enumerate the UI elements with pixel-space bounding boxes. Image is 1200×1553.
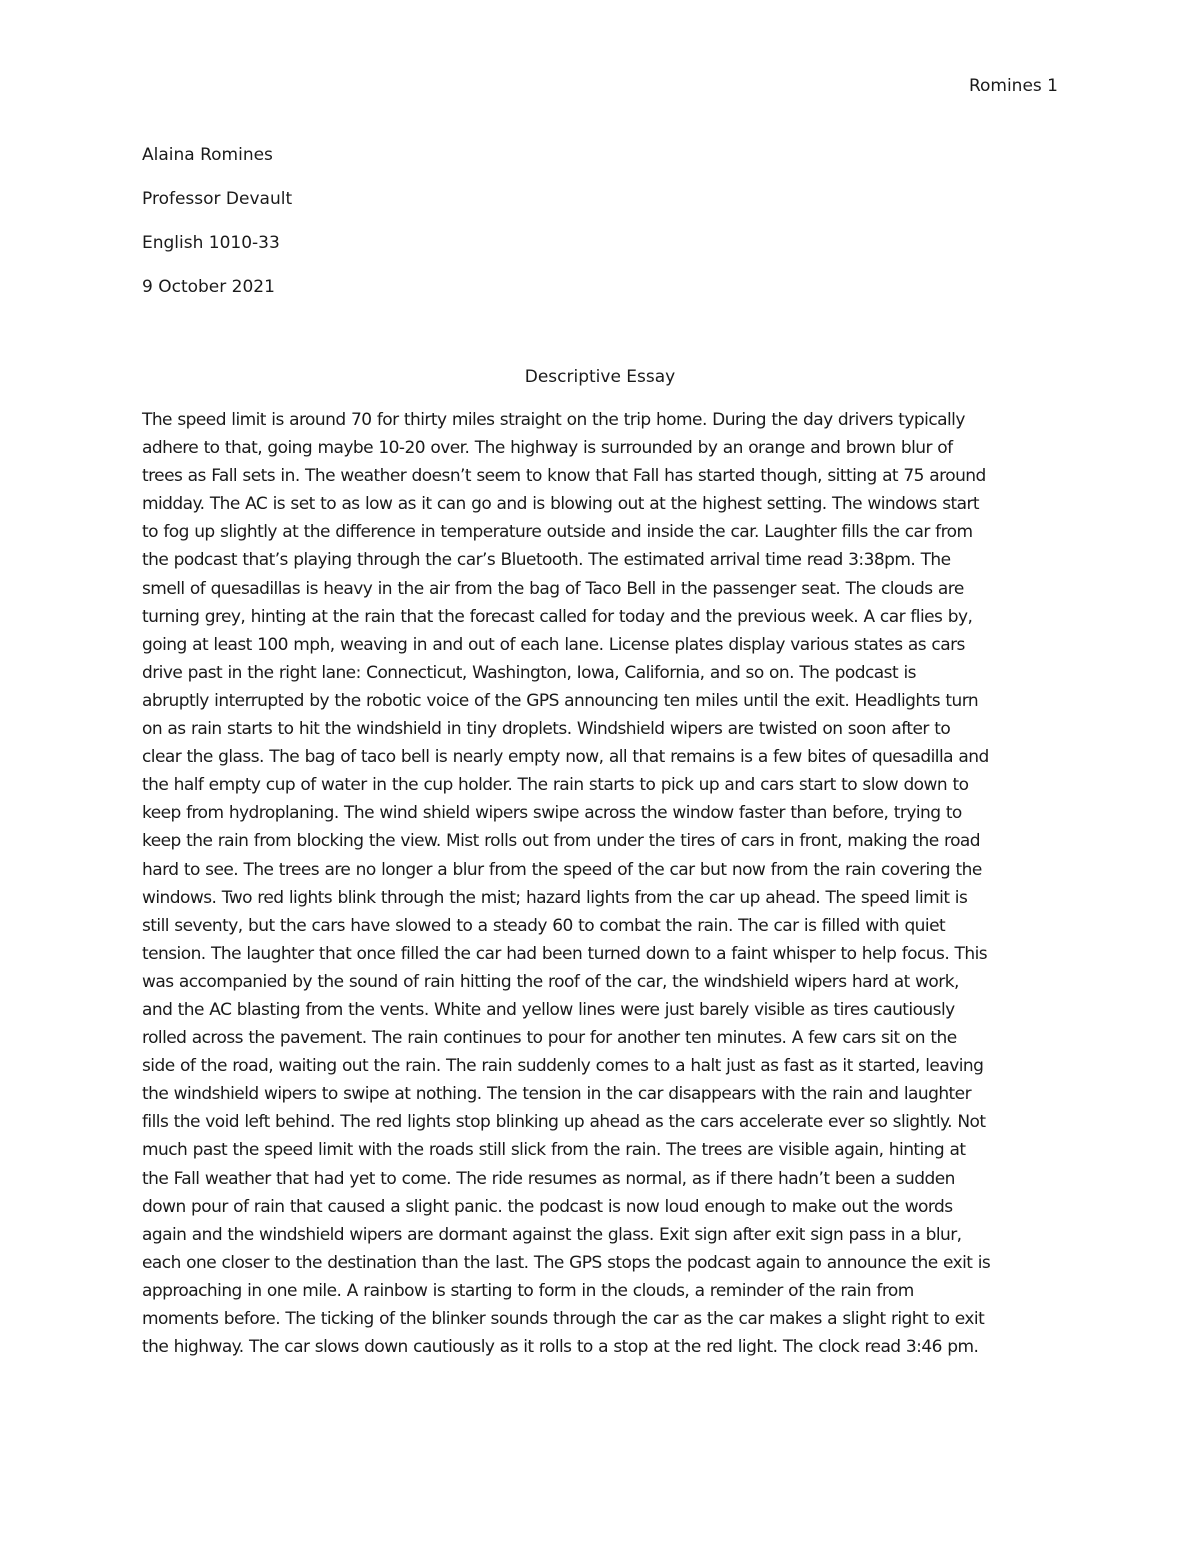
essay-line: midday. The AC is set to as low as it can go and is blowing out at the highest setting. The windows start	[142, 494, 980, 515]
author-name: Alaina Romines	[142, 145, 273, 165]
essay-line: the podcast that’s playing through the car’s Bluetooth. The estimated arrival time read 3:38pm. The	[142, 550, 951, 571]
course-name: English 1010-33	[142, 233, 280, 253]
essay-line: keep the rain from blocking the view. Mist rolls out from under the tires of cars in front, making the road	[142, 831, 981, 852]
essay-line: smell of quesadillas is heavy in the air from the bag of Taco Bell in the passenger seat. The clouds are	[142, 578, 964, 599]
essay-line: still seventy, but the cars have slowed to a steady 60 to combat the rain. The car is filled with quiet	[142, 915, 946, 936]
essay-line: to fog up slightly at the difference in temperature outside and inside the car. Laughter fills the car from	[142, 522, 973, 543]
essay-line: drive past in the right lane: Connecticut, Washington, Iowa, California, and so on. The podcast is	[142, 662, 916, 683]
essay-line: tension. The laughter that once filled the car had been turned down to a faint whisper to help focus. This	[142, 943, 988, 964]
essay-line: abruptly interrupted by the robotic voice of the GPS announcing ten miles until the exit. Headlights turn	[142, 690, 979, 711]
essay-line: approaching in one mile. A rainbow is starting to form in the clouds, a reminder of the rain from	[142, 1280, 914, 1301]
essay-line: The speed limit is around 70 for thirty miles straight on the trip home. During the day drivers typically	[142, 410, 965, 430]
instructor-name: Professor Devault	[142, 189, 293, 209]
essay-line: much past the speed limit with the roads still slick from the rain. The trees are visible again, hinting at	[142, 1140, 966, 1161]
essay-line: and the AC blasting from the vents. White and yellow lines were just barely visible as tires cautiously	[142, 999, 955, 1020]
mla-heading	[142, 143, 292, 319]
essay-line: fills the void left behind. The red lights stop blinking up ahead as the cars accelerate ever so slightly. Not	[142, 1112, 986, 1133]
essay-line: the half empty cup of water in the cup holder. The rain starts to pick up and cars start to slow down to	[142, 775, 969, 796]
essay-title: Descriptive Essay	[524, 367, 676, 387]
essay-line: windows. Two red lights blink through the mist; hazard lights from the car up ahead. The speed limit is	[142, 887, 968, 908]
essay-date: 9 October 2021	[142, 277, 275, 297]
essay-line: clear the glass. The bag of taco bell is nearly empty now, all that remains is a few bites of quesadilla and	[142, 747, 989, 768]
essay-line: rolled across the pavement. The rain continues to pour for another ten minutes. A few cars sit on the	[142, 1028, 957, 1049]
essay-line: down pour of rain that caused a slight panic. the podcast is now loud enough to make out the words	[142, 1196, 953, 1217]
essay-line: keep from hydroplaning. The wind shield wipers swipe across the window faster than before, trying to	[142, 803, 962, 824]
essay-line: hard to see. The trees are no longer a blur from the speed of the car but now from the rain covering the	[142, 859, 982, 880]
essay-line: trees as Fall sets in. The weather doesn’t seem to know that Fall has started though, sitting at 75 around	[142, 466, 986, 487]
page-header-label: Romines 1	[968, 76, 1058, 96]
essay-line: each one closer to the destination than the last. The GPS stops the podcast again to announce the exit is	[142, 1252, 991, 1273]
essay-line: was accompanied by the sound of rain hitting the roof of the car, the windshield wipers hard at work,	[142, 971, 959, 992]
essay-line: turning grey, hinting at the rain that the forecast called for today and the previous week. A car flies by,	[142, 606, 973, 627]
essay-line: the Fall weather that had yet to come. The ride resumes as normal, as if there hadn’t been a sudden	[142, 1168, 955, 1189]
essay-line: going at least 100 mph, weaving in and out of each lane. License plates display various states as cars	[142, 634, 965, 655]
essay-line: the highway. The car slows down cautiously as it rolls to a stop at the red light. The clock read 3:46 pm.	[142, 1337, 979, 1358]
essay-line: moments before. The ticking of the blinker sounds through the car as the car makes a slight right to exit	[142, 1309, 985, 1329]
essay-body-paragraph	[142, 406, 1060, 1361]
essay-line: again and the windshield wipers are dormant against the glass. Exit sign after exit sign pass in a blur,	[142, 1224, 962, 1245]
essay-line: adhere to that, going maybe 10-20 over. The highway is surrounded by an orange and brown blur of	[142, 438, 953, 459]
essay-line: side of the road, waiting out the rain. The rain suddenly comes to a halt just as fast as it started, leaving	[142, 1056, 984, 1077]
essay-line: on as rain starts to hit the windshield in tiny droplets. Windshield wipers are twisted on soon after to	[142, 719, 951, 740]
essay-line: the windshield wipers to swipe at nothing. The tension in the car disappears with the rain and laughter	[142, 1084, 972, 1105]
